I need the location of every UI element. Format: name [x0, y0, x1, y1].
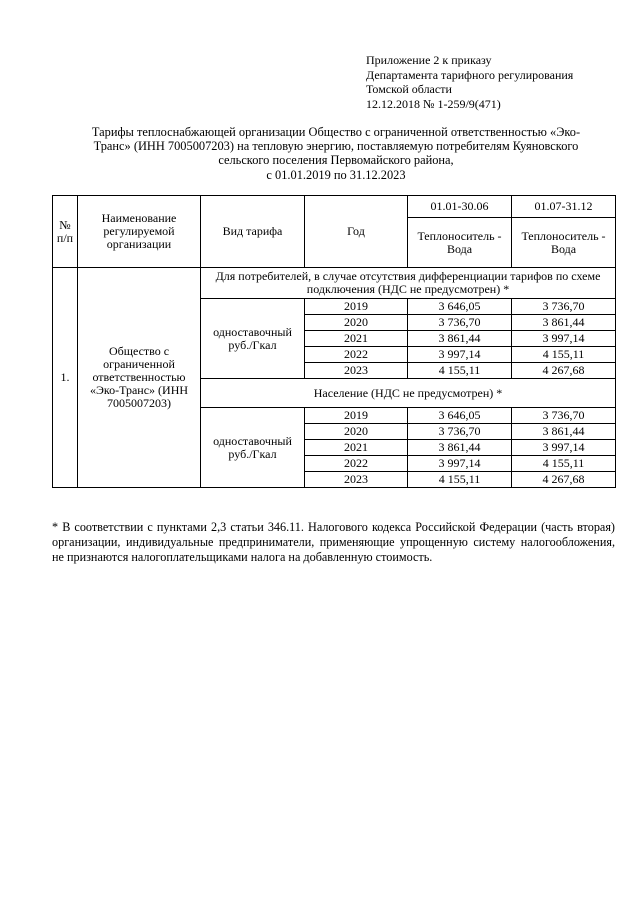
tariff-h2-cell: 3 736,70 [512, 299, 616, 315]
year-cell: 2022 [305, 456, 408, 472]
header-period-1: 01.01-30.06 [408, 196, 512, 218]
appendix-date-number: 12.12.2018 № 1-259/9(471) [366, 96, 501, 111]
header-carrier-1: Теплоноситель - Вода [408, 218, 512, 268]
appendix-line: Департамента тарифного регулирования [366, 67, 574, 82]
header-org: Наименование регулируемой организации [78, 196, 201, 268]
row-number: 1. [53, 268, 78, 488]
org-name: Общество с ограниченной ответственностью «Эко-Транс» (ИНН 7005007203) [78, 268, 201, 488]
title-period: с 01.01.2019 по 31.12.2023 [266, 167, 406, 182]
year-cell: 2020 [305, 424, 408, 440]
tariff-h2-cell: 4 267,68 [512, 363, 616, 379]
year-cell: 2022 [305, 347, 408, 363]
year-cell: 2019 [305, 408, 408, 424]
tariff-h1-cell: 3 736,70 [408, 315, 512, 331]
tariff-h2-cell: 3 997,14 [512, 440, 616, 456]
document-title [58, 125, 614, 182]
header-carrier-2: Теплоноситель - Вода [512, 218, 616, 268]
tariff-h1-cell: 3 861,44 [408, 331, 512, 347]
category-label: Для потребителей, в случае отсутствия дифференциации тарифов по схеме подключения (НДС не предусмотрен) * [201, 268, 616, 299]
tariff-type-cell: одноставочный руб./Гкал [201, 299, 305, 379]
year-cell: 2023 [305, 472, 408, 488]
header-year: Год [305, 196, 408, 268]
tariff-table [52, 195, 616, 488]
year-cell: 2021 [305, 331, 408, 347]
tariff-h1-cell: 3 997,14 [408, 456, 512, 472]
tariff-type-cell: одноставочный руб./Гкал [201, 408, 305, 488]
tariff-h1-cell: 3 646,05 [408, 408, 512, 424]
year-cell: 2019 [305, 299, 408, 315]
tariff-h2-cell: 3 861,44 [512, 315, 616, 331]
tariff-h1-cell: 4 155,11 [408, 363, 512, 379]
appendix-line: Томской области [366, 82, 452, 96]
tariff-h2-cell: 4 267,68 [512, 472, 616, 488]
tariff-h1-cell: 4 155,11 [408, 472, 512, 488]
title-line: Тарифы теплоснабжающей организации Общество с ограниченной ответственностью «Эко- [91, 125, 581, 139]
tariff-h2-cell: 3 861,44 [512, 424, 616, 440]
title-line: сельского поселения Первомайского района, [218, 153, 454, 168]
title-line: Транс» (ИНН 7005007203) на тепловую энергию, поставляемую потребителям Куяновского [93, 139, 579, 154]
header-num: № п/п [53, 196, 78, 268]
tariff-h2-cell: 4 155,11 [512, 347, 616, 363]
tariff-h1-cell: 3 997,14 [408, 347, 512, 363]
year-cell: 2023 [305, 363, 408, 379]
tariff-h1-cell: 3 736,70 [408, 424, 512, 440]
tariff-h2-cell: 3 736,70 [512, 408, 616, 424]
tariff-h2-cell: 3 997,14 [512, 331, 616, 347]
header-period-2: 01.07-31.12 [512, 196, 616, 218]
header-row [53, 196, 616, 218]
category-label: Население (НДС не предусмотрен) * [201, 379, 616, 408]
year-cell: 2020 [305, 315, 408, 331]
appendix-block [366, 53, 573, 111]
appendix-line: Приложение 2 к приказу [366, 53, 492, 67]
tariff-h1-cell: 3 861,44 [408, 440, 512, 456]
year-cell: 2021 [305, 440, 408, 456]
footnote: * В соответствии с пунктами 2,3 статьи 346.11. Налогового кодекса Российской Федерации (часть вторая) организации, индивидуальные предприниматели, применяющие упрощенную систему налогообложения, не признаются налогоплательщиками налога на добавленную стоимость. [52, 520, 615, 564]
tariff-h1-cell: 3 646,05 [408, 299, 512, 315]
category-row [53, 268, 616, 299]
tariff-h2-cell: 4 155,11 [512, 456, 616, 472]
header-tariff-type: Вид тарифа [201, 196, 305, 268]
